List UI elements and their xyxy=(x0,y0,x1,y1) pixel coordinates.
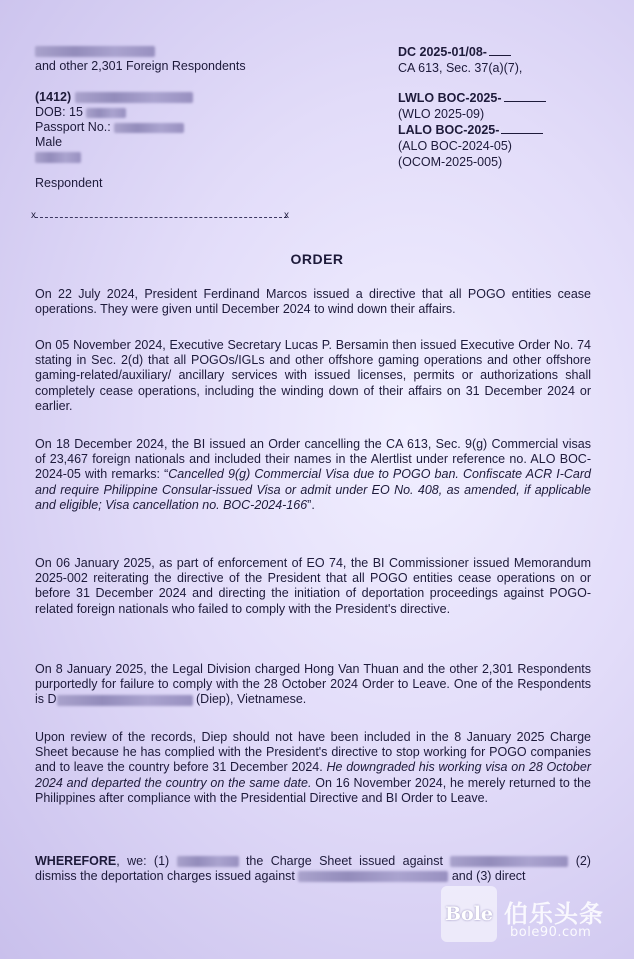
entry-number: (1412) xyxy=(35,90,72,104)
wherefore: WHEREFORE xyxy=(35,854,117,868)
case-mark-left: x xyxy=(31,210,36,221)
lwlo-line xyxy=(398,90,546,106)
dob-line xyxy=(35,105,246,120)
document-title: ORDER xyxy=(290,251,344,267)
watermark-site-name: 伯乐头条 xyxy=(504,900,604,928)
redacted-action xyxy=(177,856,239,867)
alo: (ALO BOC-2024-05) xyxy=(398,139,512,153)
case-mark-right: x xyxy=(284,210,289,221)
paragraph-3-end: ”. xyxy=(307,497,315,512)
sex: Male xyxy=(35,135,63,149)
dob-label: DOB: 15 xyxy=(35,105,83,119)
lalo-line xyxy=(398,122,546,138)
paragraph-3 xyxy=(35,437,591,513)
redacted-nationality xyxy=(35,150,246,165)
entry-line xyxy=(35,90,246,105)
paragraph-5-text: On 8 January 2025, the Legal Division charged Hong Van Thuan and the other 2,301 Respondents purportedly for failure to comply with the 28 October 2024 Order to Leave. One of the Respondents is D xyxy=(35,662,591,707)
paragraph-6-italic: He downgraded his working visa on 28 October 2024 and departed the country on the same date. xyxy=(35,760,591,790)
lalo: LALO BOC-2025- xyxy=(398,123,500,137)
redacted-passport xyxy=(114,123,184,133)
dc-number-line xyxy=(398,44,546,60)
redacted-name-1 xyxy=(35,44,246,59)
paragraph-7 xyxy=(35,854,591,884)
redacted-against-name-2 xyxy=(298,871,448,882)
paragraph-6-end: On 16 November 2024, he merely returned to the Philippines after compliance with the Presidential Directive and BI Order to Leave. xyxy=(35,775,591,805)
passport-label: Passport No.: xyxy=(35,120,111,134)
paragraph-2: On 05 November 2024, Executive Secretary Lucas P. Bersamin then issued Executive Order No. 74 stating in Sec. 2(d) that all POGOs/IGLs and other offshore gaming operations and other offshore gaming-related/auxiliary/ ancillary services with issued licenses, permits or authorizations shall completely cease operations, including the winding down of their affairs on 31 December 2024 or earlier. xyxy=(35,338,591,413)
paragraph-5 xyxy=(35,662,591,708)
respondent-header xyxy=(35,44,246,191)
paragraph-3-text: On 18 December 2024, the BI issued an Order cancelling the CA 613, Sec. 9(g) Commercial visas of 23,467 foreign nationals and included their names in the Alertlist under reference no. ALO BOC-2024-05 with remarks: “ xyxy=(35,437,591,482)
redacted-against-name xyxy=(450,856,568,867)
redacted-respondent-name xyxy=(57,695,193,706)
watermark-url: bole90.com xyxy=(510,925,592,940)
passport-line xyxy=(35,120,246,135)
paragraph-3-remarks: Cancelled 9(g) Commercial Visa due to POGO ban. Confiscate ACR I-Card and require Philippine Consular-issued Visa or admit under EO No. 408, as amended, if applicable and eligible; Visa cancellation no. BOC-2024-166 xyxy=(35,467,591,512)
paragraph-7-text-2: the Charge Sheet issued against xyxy=(245,854,443,868)
lwlo: LWLO BOC-2025- xyxy=(398,91,502,105)
bole-logo xyxy=(441,886,497,942)
redacted-dob xyxy=(86,108,126,118)
case-reference-block xyxy=(398,44,546,170)
paragraph-7-text-3: (2) dismiss the deportation charges issued against xyxy=(35,854,591,884)
redacted-entry-name xyxy=(75,92,193,103)
wlo: (WLO 2025-09) xyxy=(398,107,485,121)
paragraph-5-end: (Diep), Vietnamese. xyxy=(196,692,307,707)
paragraph-6 xyxy=(35,730,591,806)
dc-number: DC 2025-01/08- xyxy=(398,45,487,59)
paragraph-1: On 22 July 2024, President Ferdinand Marcos issued a directive that all POGO entities cease operations. They were given until December 2024 to wind down their affairs. xyxy=(35,287,591,317)
ca-section: CA 613, Sec. 37(a)(7), xyxy=(398,61,523,75)
bole-logo-text: Bole xyxy=(444,903,494,925)
paragraph-4: On 06 January 2025, as part of enforcement of EO 74, the BI Commissioner issued Memorandum 2025-002 reiterating the directive of the President that all POGO entities cease operations on or before 31 December 2024 and directing the initiation of deportation proceedings against POGO-related foreign nationals who failed to comply with the President's directive. xyxy=(35,556,591,616)
case-divider xyxy=(35,217,287,218)
paragraph-6-text: Upon review of the records, Diep should not have been included in the 8 January 2025 Charge Sheet because he has complied with the President's directive to stop working for POGO companies and to leave the country before 31 December 2024. xyxy=(35,730,591,775)
respondent-label: Respondent xyxy=(35,176,103,190)
paragraph-7-text-1: , we: (1) xyxy=(116,854,170,868)
respondents-line: and other 2,301 Foreign Respondents xyxy=(35,59,246,73)
ocom: (OCOM-2025-005) xyxy=(398,155,503,169)
paragraph-7-text-4: and (3) direct xyxy=(451,869,526,884)
